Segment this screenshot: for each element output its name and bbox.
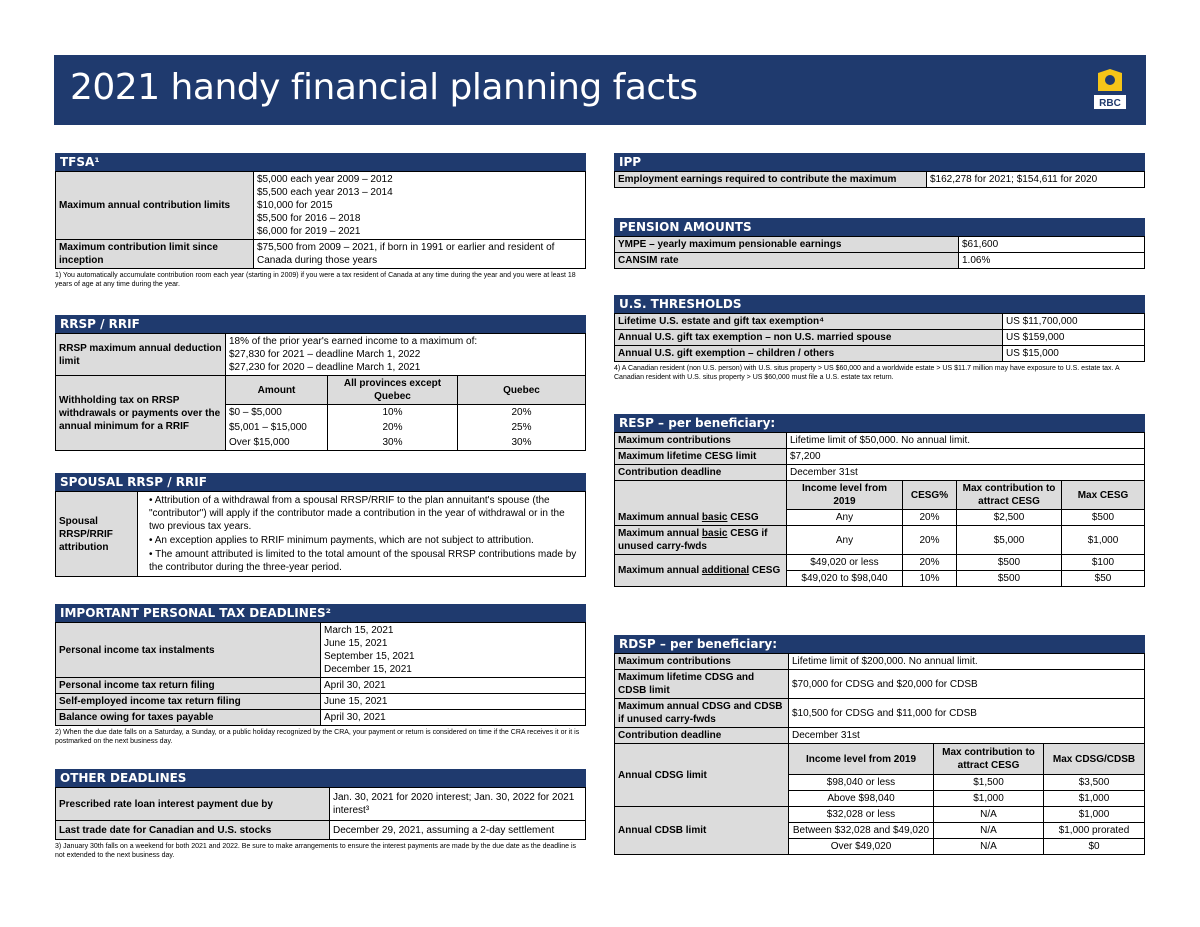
list-item: December 15, 2021 xyxy=(324,664,412,675)
table-cell: N/A xyxy=(934,823,1044,839)
list-item: June 15, 2021 xyxy=(324,638,388,649)
table-cell: $49,020 to $98,040 xyxy=(787,571,903,587)
row-label: Maximum lifetime CDSG and CDSB limit xyxy=(615,670,789,699)
table-cell: $1,000 prorated xyxy=(1044,823,1145,839)
label-text: Maximum annual xyxy=(618,528,702,539)
table-cell: 30% xyxy=(458,435,586,451)
table-cell: $5,000 xyxy=(957,526,1062,555)
list-item: • An exception applies to RRIF minimum payments, which are not subject to attribution. xyxy=(149,534,582,547)
us-thresholds-footnote: 4) A Canadian resident (non U.S. person) with U.S. situs property > US $60,000 and a worldwide estate > US $11.7 million may have exposure to U.S. estate tax. A Canadian resident with U.S. situs property > US $60,000 must file a U.S. estate tax return. xyxy=(614,365,1120,381)
table-cell: 10% xyxy=(903,571,957,587)
table-cell: 10% xyxy=(328,405,458,421)
spousal-bullets xyxy=(138,492,586,577)
table-row xyxy=(615,481,1145,510)
table-row xyxy=(615,744,1145,775)
tfsa-table xyxy=(55,171,586,269)
column-header: Quebec xyxy=(458,376,586,405)
table-cell: $500 xyxy=(957,571,1062,587)
row-value: $7,200 xyxy=(787,449,1145,465)
tfsa-annual-label: Maximum annual contribution limits xyxy=(56,172,254,240)
row-value: $10,500 for CDSG and $11,000 for CDSB xyxy=(789,699,1145,728)
table-row xyxy=(615,807,1145,823)
row-value: December 31st xyxy=(787,465,1145,481)
spousal-label: Spousal RRSP/RRIF attribution xyxy=(56,492,138,577)
column-header: All provinces except Quebec xyxy=(328,376,458,405)
row-label: Contribution deadline xyxy=(615,465,787,481)
row-label: Contribution deadline xyxy=(615,728,789,744)
rdsp-table xyxy=(614,653,1145,855)
rrsp-header: RRSP / RRIF xyxy=(55,315,586,333)
label-emphasis: basic xyxy=(701,528,728,539)
table-row xyxy=(615,555,1145,571)
resp-section xyxy=(614,414,1145,587)
tax-deadlines-footnote: 2) When the due date falls on a Saturday, a Sunday, or a public holiday recognized by the CRA, your payment or return is considered on time if the CRA receives it or it is postmarked on the next business day. xyxy=(55,729,580,745)
table-cell xyxy=(615,481,787,510)
table-cell: $0 xyxy=(1044,839,1145,855)
table-cell: Over $15,000 xyxy=(226,435,328,451)
table-row xyxy=(615,433,1145,449)
column-header: CESG% xyxy=(903,481,957,510)
list-item: $5,500 each year 2013 – 2014 xyxy=(257,187,393,198)
column-header: Max contribution to attract CESG xyxy=(934,744,1044,775)
table-cell: Between $32,028 and $49,020 xyxy=(789,823,934,839)
row-label: Annual CDSB limit xyxy=(615,807,789,855)
ipp-section xyxy=(614,153,1145,188)
table-cell: $50 xyxy=(1062,571,1145,587)
row-label: Self-employed income tax return filing xyxy=(56,694,321,710)
row-value: $61,600 xyxy=(959,237,1145,253)
list-item: $27,830 for 2021 – deadline March 1, 2022 xyxy=(229,349,421,360)
table-row xyxy=(615,654,1145,670)
rrsp-deduction-values xyxy=(226,334,586,376)
table-row xyxy=(56,678,586,694)
tfsa-inception-label: Maximum contribution limit since inception xyxy=(56,240,254,269)
table-cell: Above $98,040 xyxy=(789,791,934,807)
rrsp-section xyxy=(55,315,586,451)
table-row xyxy=(56,694,586,710)
label-text: CESG xyxy=(727,511,759,523)
table-row xyxy=(615,465,1145,481)
table-cell: $98,040 or less xyxy=(789,775,934,791)
table-row xyxy=(615,346,1145,362)
tfsa-annual-values xyxy=(254,172,586,240)
page-title: 2021 handy financial planning facts xyxy=(70,67,698,108)
row-label: Annual U.S. gift tax exemption – non U.S. married spouse xyxy=(615,330,1003,346)
column-header: Income level from 2019 xyxy=(787,481,903,510)
row-label: Employment earnings required to contribute the maximum xyxy=(615,172,927,188)
column-header: Max contribution to attract CESG xyxy=(957,481,1062,510)
table-cell: Any xyxy=(787,526,903,555)
us-thresholds-section xyxy=(614,295,1145,382)
row-value: US $11,700,000 xyxy=(1003,314,1145,330)
tfsa-header: TFSA¹ xyxy=(55,153,586,171)
pension-header: PENSION AMOUNTS xyxy=(614,218,1145,236)
row-label: CANSIM rate xyxy=(615,253,959,269)
table-row xyxy=(615,728,1145,744)
label-text: Maximum annual xyxy=(618,511,702,523)
row-value: $162,278 for 2021; $154,611 for 2020 xyxy=(927,172,1145,188)
row-label: Maximum contributions xyxy=(615,433,787,449)
column-header: Max CDSG/CDSB xyxy=(1044,744,1145,775)
table-cell: $1,000 xyxy=(1062,526,1145,555)
label-text: CESG xyxy=(749,565,781,576)
table-cell: $32,028 or less xyxy=(789,807,934,823)
tax-deadlines-table xyxy=(55,622,586,726)
row-value: June 15, 2021 xyxy=(321,694,586,710)
ipp-header: IPP xyxy=(614,153,1145,171)
table-cell: $1,500 xyxy=(934,775,1044,791)
spousal-table xyxy=(55,491,586,577)
table-row xyxy=(56,788,586,821)
instalments-label: Personal income tax instalments xyxy=(56,623,321,678)
table-row xyxy=(615,253,1145,269)
table-row xyxy=(56,623,586,678)
table-cell: $500 xyxy=(1062,510,1145,526)
table-row xyxy=(615,449,1145,465)
label-text: CESG if unused carry-fwds xyxy=(618,528,768,552)
other-deadlines-footnote: 3) January 30th falls on a weekend for both 2021 and 2022. Be sure to make arrangements to ensure the interest payments are made by the due date as the deadline is not extended to the next business day. xyxy=(55,843,577,859)
table-cell: $1,000 xyxy=(1044,791,1145,807)
pension-section xyxy=(614,218,1145,269)
table-cell: $3,500 xyxy=(1044,775,1145,791)
row-value: Lifetime limit of $50,000. No annual limit. xyxy=(787,433,1145,449)
table-cell: 20% xyxy=(903,526,957,555)
row-label: Annual U.S. gift exemption – children / others xyxy=(615,346,1003,362)
svg-text:RBC: RBC xyxy=(1099,98,1121,109)
row-label xyxy=(615,510,787,526)
table-row xyxy=(56,710,586,726)
column-header: Max CESG xyxy=(1062,481,1145,510)
list-item: $10,000 for 2015 xyxy=(257,200,333,211)
row-value: 1.06% xyxy=(959,253,1145,269)
instalments-values xyxy=(321,623,586,678)
table-cell: 25% xyxy=(458,420,586,435)
rbc-logo xyxy=(1088,65,1132,113)
table-cell: N/A xyxy=(934,839,1044,855)
column-header: Amount xyxy=(226,376,328,405)
table-row xyxy=(615,237,1145,253)
row-label: Personal income tax return filing xyxy=(56,678,321,694)
table-cell: $500 xyxy=(957,555,1062,571)
table-cell: Over $49,020 xyxy=(789,839,934,855)
row-value: December 31st xyxy=(789,728,1145,744)
rdsp-header: RDSP – per beneficiary: xyxy=(614,635,1145,653)
tax-deadlines-section xyxy=(55,604,586,746)
table-row xyxy=(615,510,1145,526)
list-item: 18% of the prior year's earned income to a maximum of: xyxy=(229,336,478,347)
table-cell: Any xyxy=(787,510,903,526)
table-row xyxy=(615,172,1145,188)
label-text: Maximum annual xyxy=(618,565,702,576)
row-label: YMPE – yearly maximum pensionable earnings xyxy=(615,237,959,253)
row-label: Maximum lifetime CESG limit xyxy=(615,449,787,465)
rrsp-withholding-label: Withholding tax on RRSP withdrawals or payments over the annual minimum for a RRIF xyxy=(56,376,226,451)
column-header: Income level from 2019 xyxy=(789,744,934,775)
rdsp-section xyxy=(614,635,1145,855)
us-thresholds-table xyxy=(614,313,1145,362)
row-value: Jan. 30, 2021 for 2020 interest; Jan. 30, 2022 for 2021 interest³ xyxy=(330,788,586,821)
row-value: US $159,000 xyxy=(1003,330,1145,346)
row-label: Annual CDSG limit xyxy=(615,744,789,807)
other-deadlines-table xyxy=(55,787,586,840)
rrsp-table xyxy=(55,333,586,451)
table-cell: N/A xyxy=(934,807,1044,823)
tfsa-footnote: 1) You automatically accumulate contribution room each year (starting in 2009) if you were a tax resident of Canada at any time during the year and you were at least 18 years of age at any time during the year. xyxy=(55,272,576,288)
list-item: $5,500 for 2016 – 2018 xyxy=(257,213,361,224)
row-label: Maximum contributions xyxy=(615,654,789,670)
list-item: $6,000 for 2019 – 2021 xyxy=(257,226,361,237)
table-row xyxy=(56,172,586,240)
row-label: Maximum annual CDSG and CDSB if unused carry-fwds xyxy=(615,699,789,728)
list-item: $27,230 for 2020 – deadline March 1, 2021 xyxy=(229,362,421,373)
table-cell: 20% xyxy=(328,420,458,435)
rrsp-deduction-label: RRSP maximum annual deduction limit xyxy=(56,334,226,376)
other-deadlines-section xyxy=(55,769,586,860)
table-row xyxy=(615,699,1145,728)
list-item: September 15, 2021 xyxy=(324,651,415,662)
table-row xyxy=(56,492,586,577)
tfsa-inception-value: $75,500 from 2009 – 2021, if born in 1991 or earlier and resident of Canada during those years xyxy=(254,240,586,269)
row-label: Prescribed rate loan interest payment due by xyxy=(56,788,330,821)
list-item: $5,000 each year 2009 – 2012 xyxy=(257,174,393,185)
table-cell: $100 xyxy=(1062,555,1145,571)
table-row xyxy=(56,334,586,376)
resp-table xyxy=(614,432,1145,587)
other-deadlines-header: OTHER DEADLINES xyxy=(55,769,586,787)
pension-table xyxy=(614,236,1145,269)
table-cell: 20% xyxy=(458,405,586,421)
row-label: Lifetime U.S. estate and gift tax exemption⁴ xyxy=(615,314,1003,330)
label-emphasis: basic xyxy=(701,511,728,523)
title-banner xyxy=(54,55,1146,125)
table-row xyxy=(615,670,1145,699)
table-cell: $5,001 – $15,000 xyxy=(226,420,328,435)
resp-header: RESP – per beneficiary: xyxy=(614,414,1145,432)
table-cell: 20% xyxy=(903,510,957,526)
table-cell: 20% xyxy=(903,555,957,571)
table-row xyxy=(615,314,1145,330)
table-row xyxy=(56,821,586,840)
row-label xyxy=(615,555,787,587)
tfsa-section xyxy=(55,153,586,289)
row-value: US $15,000 xyxy=(1003,346,1145,362)
table-cell: $49,020 or less xyxy=(787,555,903,571)
row-value: April 30, 2021 xyxy=(321,710,586,726)
table-cell: $1,000 xyxy=(934,791,1044,807)
table-cell: $0 – $5,000 xyxy=(226,405,328,421)
row-value: $70,000 for CDSG and $20,000 for CDSB xyxy=(789,670,1145,699)
table-row xyxy=(56,240,586,269)
tax-deadlines-header: IMPORTANT PERSONAL TAX DEADLINES² xyxy=(55,604,586,622)
table-cell: $2,500 xyxy=(957,510,1062,526)
row-label xyxy=(615,526,787,555)
list-item: • The amount attributed is limited to the total amount of the spousal RRSP contributions made by the contributor during the three-year period. xyxy=(149,548,582,574)
ipp-table xyxy=(614,171,1145,188)
table-row xyxy=(615,526,1145,555)
us-thresholds-header: U.S. THRESHOLDS xyxy=(614,295,1145,313)
row-label: Balance owing for taxes payable xyxy=(56,710,321,726)
label-emphasis: additional xyxy=(701,565,750,576)
spousal-section xyxy=(55,473,586,577)
row-label: Last trade date for Canadian and U.S. stocks xyxy=(56,821,330,840)
table-row xyxy=(56,376,586,405)
row-value: December 29, 2021, assuming a 2-day settlement xyxy=(330,821,586,840)
table-row xyxy=(615,330,1145,346)
list-item: • Attribution of a withdrawal from a spousal RRSP/RRIF to the plan annuitant's spouse (the "contributor") will apply if the contributor made a contribution in the year of withdrawal or in the two previous tax years. xyxy=(149,494,582,533)
row-value: Lifetime limit of $200,000. No annual limit. xyxy=(789,654,1145,670)
row-value: April 30, 2021 xyxy=(321,678,586,694)
table-cell: $1,000 xyxy=(1044,807,1145,823)
list-item: March 15, 2021 xyxy=(324,625,394,636)
table-cell: 30% xyxy=(328,435,458,451)
spousal-header: SPOUSAL RRSP / RRIF xyxy=(55,473,586,491)
